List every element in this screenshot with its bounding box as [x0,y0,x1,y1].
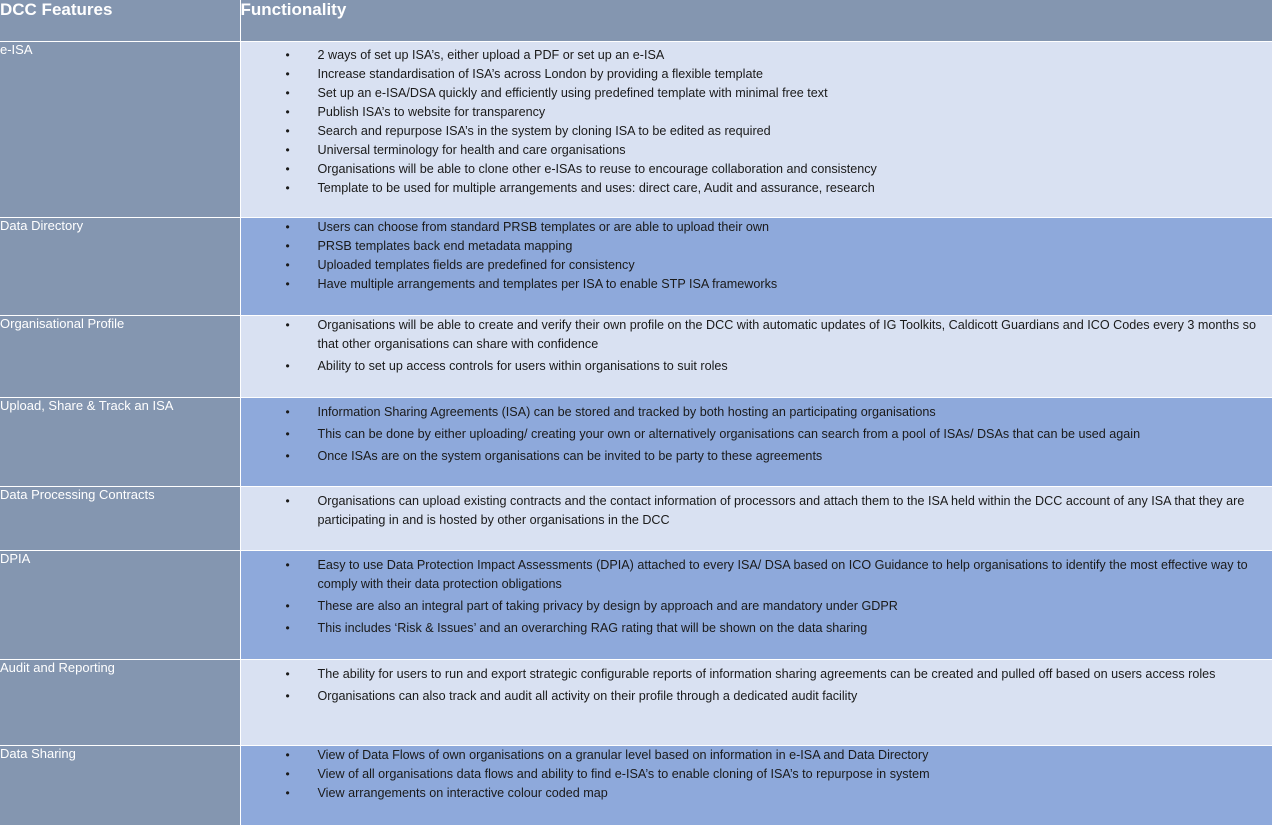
list-item: • View of Data Flows of own organisations on a granular level based on information in e-ISA and Data Directory [241,746,1273,765]
header-dcc-features: DCC Features [0,0,240,41]
functionality-cell [240,217,1272,315]
table-row-data-sharing [0,745,1272,825]
table-row-organisational-profile [0,315,1272,397]
functionality-cell [240,486,1272,550]
list-item: • Organisations can also track and audit all activity on their profile through a dedicated audit facility [241,687,1273,706]
header-row [0,0,1272,41]
list-item: • These are also an integral part of taking privacy by design by approach and are mandatory under GDPR [241,597,1273,616]
list-item: • The ability for users to run and export strategic configurable reports of information sharing agreements can be created and pulled off based on users access roles [241,665,1273,684]
functionality-cell [240,41,1272,217]
functionality-cell [240,745,1272,825]
list-item: • 2 ways of set up ISA’s, either upload a PDF or set up an e-ISA [241,46,1273,65]
list-item: • Uploaded templates fields are predefined for consistency [241,256,1273,275]
bullet-list [241,316,1273,376]
list-item: • Users can choose from standard PRSB templates or are able to upload their own [241,218,1273,237]
list-item: • Once ISAs are on the system organisations can be invited to be party to these agreements [241,447,1273,466]
list-item: • Search and repurpose ISA’s in the system by cloning ISA to be edited as required [241,122,1273,141]
header-functionality: Functionality [240,0,1272,41]
feature-cell: Data Directory [0,217,240,315]
list-item: • Template to be used for multiple arrangements and uses: direct care, Audit and assurance, research [241,179,1273,198]
table-row-dpia [0,550,1272,659]
table-row-upload-share-track [0,397,1272,486]
list-item: • Organisations will be able to create and verify their own profile on the DCC with automatic updates of IG Toolkits, Caldicott Guardians and ICO Codes every 3 months so that other organisations can share with confidence [241,316,1273,354]
feature-cell: Data Sharing [0,745,240,825]
table-row-e-isa [0,41,1272,217]
list-item: • Organisations can upload existing contracts and the contact information of processors and attach them to the ISA held within the DCC account of any ISA that they are participating in and is hosted by other organisations in the DCC [241,492,1273,530]
list-item: • PRSB templates back end metadata mapping [241,237,1273,256]
feature-cell: Data Processing Contracts [0,486,240,550]
bullet-list [241,556,1273,638]
list-item: • Easy to use Data Protection Impact Assessments (DPIA) attached to every ISA/ DSA based on ICO Guidance to help organisations to identify the most effective way to comply with their data protection obligations [241,556,1273,594]
functionality-cell [240,550,1272,659]
bullet-list [241,46,1273,198]
functionality-cell [240,397,1272,486]
list-item: • Organisations will be able to clone other e-ISAs to reuse to encourage collaboration and consistency [241,160,1273,179]
list-item: • Have multiple arrangements and templates per ISA to enable STP ISA frameworks [241,275,1273,294]
feature-cell: Upload, Share & Track an ISA [0,397,240,486]
list-item: • Increase standardisation of ISA’s across London by providing a flexible template [241,65,1273,84]
feature-cell: DPIA [0,550,240,659]
functionality-cell [240,659,1272,745]
feature-cell: Audit and Reporting [0,659,240,745]
list-item: • Ability to set up access controls for users within organisations to suit roles [241,357,1273,376]
list-item: • This can be done by either uploading/ creating your own or alternatively organisations can search from a pool of ISAs/ DSAs that can be used again [241,425,1273,444]
table-row-audit-and-reporting [0,659,1272,745]
list-item: • View of all organisations data flows and ability to find e-ISA’s to enable cloning of ISA’s to repurpose in system [241,765,1273,784]
list-item: • View arrangements on interactive colour coded map [241,784,1273,803]
bullet-list [241,665,1273,706]
functionality-cell [240,315,1272,397]
bullet-list [241,403,1273,466]
list-item: • This includes ‘Risk & Issues’ and an overarching RAG rating that will be shown on the data sharing [241,619,1273,638]
bullet-list [241,746,1273,803]
feature-cell: e-ISA [0,41,240,217]
bullet-list [241,218,1273,294]
table-row-data-directory [0,217,1272,315]
list-item: • Set up an e-ISA/DSA quickly and efficiently using predefined template with minimal free text [241,84,1273,103]
list-item: • Publish ISA’s to website for transparency [241,103,1273,122]
bullet-list [241,492,1273,530]
list-item: • Information Sharing Agreements (ISA) can be stored and tracked by both hosting an participating organisations [241,403,1273,422]
list-item: • Universal terminology for health and care organisations [241,141,1273,160]
table-row-data-processing-contracts [0,486,1272,550]
feature-cell: Organisational Profile [0,315,240,397]
